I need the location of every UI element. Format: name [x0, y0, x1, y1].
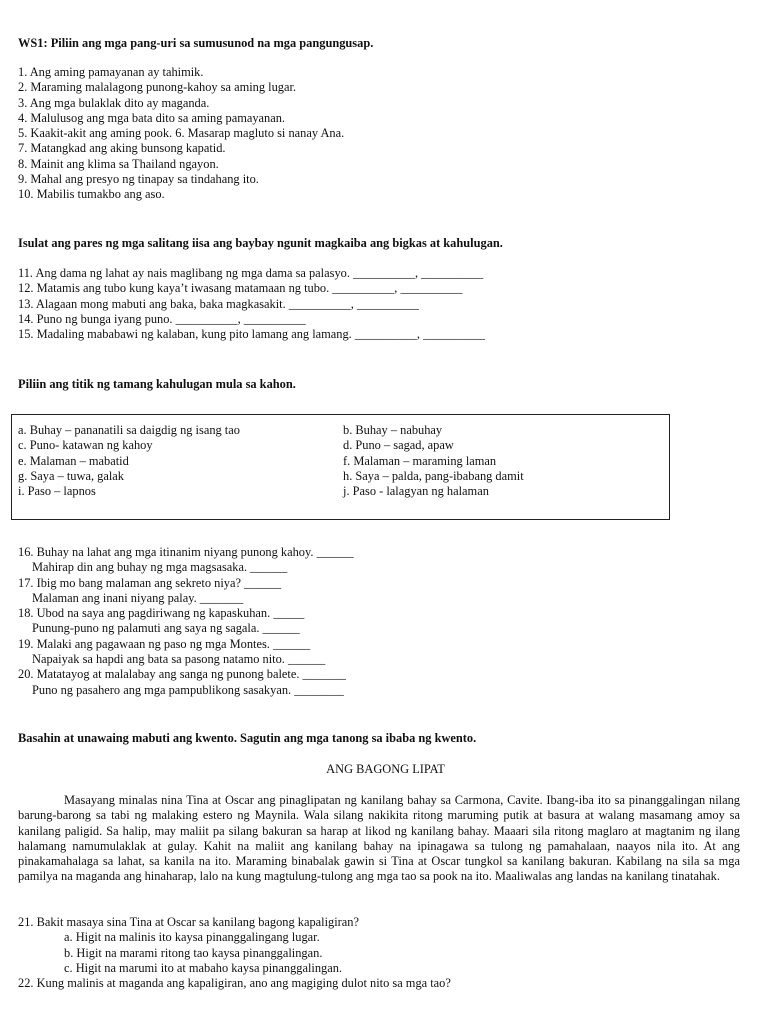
meaning-list: [18, 545, 753, 698]
choice-item: f. Malaman – maraming laman: [343, 453, 497, 468]
choice-item: i. Paso – lapnos: [18, 484, 96, 499]
option-item: b. Higit na marami ritong tao kaysa pinanggalingan.: [64, 945, 323, 960]
choices-box: [11, 414, 670, 520]
list-item: 16. Buhay na lahat ang mga itinanim niyang punong kahoy. ______: [18, 545, 354, 559]
list-item: Napaiyak sa hapdi ang bata sa pasong natamo nito. ______: [32, 652, 326, 667]
choice-item: a. Buhay – pananatili sa daigdig ng isang tao: [18, 423, 240, 437]
questions: [18, 915, 753, 991]
choices-right-column: [343, 423, 524, 499]
option-item: c. Higit na marumi ito at mabaho kaysa pinanggalingan.: [64, 960, 343, 975]
story-title: ANG BAGONG LIPAT: [326, 762, 445, 776]
list-item: 7. Matangkad ang aking bunsong kapatid.: [18, 141, 226, 156]
meaning-heading: Piliin ang titik ng tamang kahulugan mula sa kahon.: [18, 377, 296, 391]
choice-item: c. Puno- katawan ng kahoy: [18, 438, 153, 453]
list-item: 5. Kaakit-akit ang aming pook. 6. Masarap magluto si nanay Ana.: [18, 126, 345, 141]
list-item: 20. Matatayog at malalabay ang sanga ng punong balete. _______: [18, 667, 346, 682]
list-item: 17. Ibig mo bang malaman ang sekreto niya? ______: [18, 575, 282, 590]
list-item: Punung-puno ng palamuti ang saya ng sagala. ______: [32, 621, 300, 636]
choice-item: d. Puno – sagad, apaw: [343, 438, 454, 453]
pairs-list: [18, 266, 753, 342]
list-item: Puno ng pasahero ang mga pampublikong sasakyan. ________: [32, 682, 344, 697]
ws1-heading: WS1: Piliin ang mga pang-uri sa sumusunod na mga pangungusap.: [18, 36, 374, 50]
question-21: 21. Bakit masaya sina Tina at Oscar sa kanilang bagong kapaligiran?: [18, 915, 360, 929]
story-text: [18, 793, 740, 885]
list-item: 8. Mainit ang klima sa Thailand ngayon.: [18, 156, 219, 171]
pairs-heading: Isulat ang pares ng mga salitang iisa ang baybay ngunit magkaiba ang bigkas at kahulugan.: [18, 236, 503, 250]
list-item: 10. Mabilis tumakbo ang aso.: [18, 187, 165, 202]
list-item: 12. Matamis ang tubo kung kaya’t iwasang matamaan ng tubo. __________, __________: [18, 281, 463, 296]
reading-heading: Basahin at unawaing mabuti ang kwento. Sagutin ang mga tanong sa ibaba ng kwento.: [18, 731, 477, 745]
list-item: 2. Maraming malalagong punong-kahoy sa aming lugar.: [18, 80, 297, 95]
story-paragraph: Masayang minalas nina Tina at Oscar ang pinaglipatan ng kanilang bahay sa Carmona, Cavite. Ibang-iba ito sa pinanggalingan nilang barung-barong sa tabi ng malaking estero ng Maynila. Wala silang nakikita ritong maruming putik at basura at walang masamang amoy sa kanilang paligid. Sa halip, may maliit pa silang bakuran sa harap at likod ng kanilang bahay. Maaari sila ritong maglaro at magtanim ng ilang halamang namumulaklak at gulay. Kahit na maliit ang kanilang bahay na ipinagawa sa tulong ng pamahalaan, naayos nila ito. At ang pinakamahalaga sa lahat, sa kanila na ito. Maraming binabalak gawin si Tina at Oscar tungkol sa kanilang bakuran. Kabilang na sila sa mga pamilya na maganda ang hinaharap, lalo na kung magtulung-tulong ang mga tao sa pook na ito. Maaliwalas ang landas na kanilang tinatahak.: [18, 793, 740, 884]
choice-item: b. Buhay – nabuhay: [343, 423, 443, 437]
list-item: 14. Puno ng bunga iyang puno. __________, __________: [18, 311, 306, 326]
choice-item: g. Saya – tuwa, galak: [18, 468, 124, 483]
option-item: a. Higit na malinis ito kaysa pinanggalingang lugar.: [64, 930, 320, 945]
choice-item: h. Saya – palda, pang-ibabang damit: [343, 468, 524, 483]
choice-item: j. Paso - lalagyan ng halaman: [343, 484, 489, 499]
list-item: 4. Malulusog ang mga bata dito sa aming pamayanan.: [18, 110, 286, 125]
list-item: 13. Alagaan mong mabuti ang baka, baka magkasakit. __________, __________: [18, 296, 419, 311]
list-item: 3. Ang mga bulaklak dito ay maganda.: [18, 95, 210, 110]
list-item: 1. Ang aming pamayanan ay tahimik.: [18, 65, 204, 79]
list-item: 11. Ang dama ng lahat ay nais maglibang ng mga dama sa palasyo. __________, __________: [18, 266, 484, 280]
choice-item: e. Malaman – mabatid: [18, 453, 129, 468]
list-item: 19. Malaki ang pagawaan ng paso ng mga Montes. ______: [18, 636, 311, 651]
ws1-list: [18, 65, 753, 203]
choices-left-column: [18, 423, 240, 499]
list-item: 9. Mahal ang presyo ng tinapay sa tindahang ito.: [18, 172, 259, 187]
list-item: 18. Ubod na saya ang pagdiriwang ng kapaskuhan. _____: [18, 606, 305, 621]
question-22: 22. Kung malinis at maganda ang kapaligiran, ano ang magiging dulot nito sa mga tao?: [18, 976, 451, 991]
list-item: Mahirap din ang buhay ng mga magsasaka. ______: [32, 560, 288, 575]
list-item: Malaman ang inani niyang palay. _______: [32, 590, 244, 605]
list-item: 15. Madaling mababawi ng kalaban, kung pito lamang ang lamang. __________, __________: [18, 327, 485, 342]
